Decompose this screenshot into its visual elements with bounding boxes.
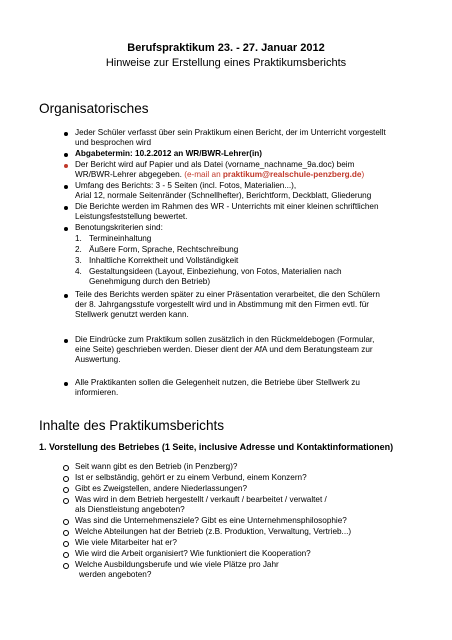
bullet-dot [64,227,68,231]
bullet-text-part: WR/BWR-Lehrer abgegeben. [75,170,182,179]
question-text: als Dienstleistung angeboten? [75,505,185,514]
criteria-text: Gestaltungsideen (Layout, Einbeziehung, von Fotos, Materialien nach [89,267,342,276]
bullet-text: Leistungsfeststellung bewertet. [75,212,188,221]
bullet-text: Der Bericht wird auf Papier und als Datei (vorname_nachname_9a.doc) beim [75,160,355,169]
criteria-number: 1. [75,234,82,243]
criteria-text: Äußere Form, Sprache, Rechtschreibung [89,245,239,254]
question-text: Wie viele Mitarbeiter hat er? [75,538,177,547]
email-link[interactable]: praktikum@realschule-penzberg.de [222,170,362,179]
document-title [0,42,452,55]
question-text: Was sind die Unternehmensziele? Gibt es eine Unternehmensphilosophie? [75,516,347,525]
criteria-number: 3. [75,256,82,265]
bullet-circle [63,465,69,471]
question-text: Welche Abteilungen hat der Betrieb (z.B. Produktion, Verwaltung, Vertrieb...) [75,527,352,536]
question-text: werden angeboten? [79,570,152,579]
bullet-text: Arial 12, normale Seitenränder (Schnellhefter), Berichtform, Deckblatt, Gliederung [75,191,372,200]
section-heading-inhalte: Inhalte des Praktikumsberichts [39,418,225,433]
deadline-text: Abgabetermin: 10.2.2012 an WR/BWR-Lehrer(in) [75,149,262,158]
bullet-text: Jeder Schüler verfasst über sein Praktikum einen Bericht, der im Unterricht vorgestellt [75,128,386,137]
question-text: Ist er selbständig, gehört er zu einem Verbund, einem Konzern? [75,473,307,482]
question-text: Wie wird die Arbeit organisiert? Wie funktioniert die Kooperation? [75,549,311,558]
bullet-dot [64,294,68,298]
bullet-circle [63,552,69,558]
bullet-text [75,170,364,181]
bullet-dot [64,153,68,157]
criteria-text: Termineinhaltung [89,234,152,243]
bullet-text: Teile des Berichts werden später zu einer Präsentation verarbeitet, die den Schülern [75,290,380,299]
bullet-dot [64,164,68,168]
bullet-text: Die Berichte werden im Rahmen des WR - Unterrichts mit einer kleinen schriftlichen [75,202,379,211]
bullet-text: Umfang des Berichts: 3 - 5 Seiten (incl. Fotos, Materialien...), [75,181,297,190]
bullet-circle [63,563,69,569]
criteria-text: Genehmigung durch den Betrieb) [89,277,211,286]
bullet-circle [63,498,69,504]
section-heading-organisatorisches: Organisatorisches [39,101,149,116]
bullet-dot [64,382,68,386]
bullet-circle [63,541,69,547]
email-note-close: ) [361,170,365,179]
criteria-number: 4. [75,267,82,276]
question-text: Seit wann gibt es den Betrieb (in Penzberg)? [75,462,238,471]
criteria-number: 2. [75,245,82,254]
email-note: (e-mail an [184,170,223,179]
bullet-dot [64,185,68,189]
bullet-circle [63,519,69,525]
question-text: Gibt es Zweigstellen, andere Niederlassungen? [75,484,248,493]
bullet-text: und besprochen wird [75,138,152,147]
bullet-text: Benotungskriterien sind: [75,223,163,232]
criteria-text: Inhaltliche Korrektheit und Vollständigkeit [89,256,239,265]
bullet-circle [63,476,69,482]
question-text: Welche Ausbildungsberufe und wie viele Plätze pro Jahr [75,560,279,569]
bullet-circle [63,530,69,536]
document-subtitle: Hinweise zur Erstellung eines Praktikumsberichts [105,57,347,69]
bullet-text: eine Seite) geschrieben werden. Dieser dient der AfA und dem Beratungsteam zur [75,345,373,354]
bullet-text: Alle Praktikanten sollen die Gelegenheit nutzen, die Betriebe über Stellwerk zu [75,378,360,387]
bullet-text: Stellwerk genutzt werden kann. [75,310,189,319]
bullet-circle [63,487,69,493]
bullet-dot [64,132,68,136]
bullet-dot [64,206,68,210]
question-text: Was wird in dem Betrieb hergestellt / verkauft / bearbeitet / verwaltet / [75,495,327,504]
subsection-heading: 1. Vorstellung des Betriebes (1 Seite, inclusive Adresse und Kontaktinformationen) [39,442,394,452]
bullet-text: der 8. Jahrgangsstufe vorgestellt wird und in Abstimmung mit den Firmen evtl. für [75,300,369,309]
bullet-dot [64,339,68,343]
bullet-text: Die Eindrücke zum Praktikum sollen zusätzlich in den Rückmeldebogen (Formular, [75,335,375,344]
bullet-text: Auswertung. [75,355,121,364]
bullet-text: informieren. [75,388,119,397]
title-line: Berufspraktikum 23. - 27. Januar 2012 [127,42,325,54]
